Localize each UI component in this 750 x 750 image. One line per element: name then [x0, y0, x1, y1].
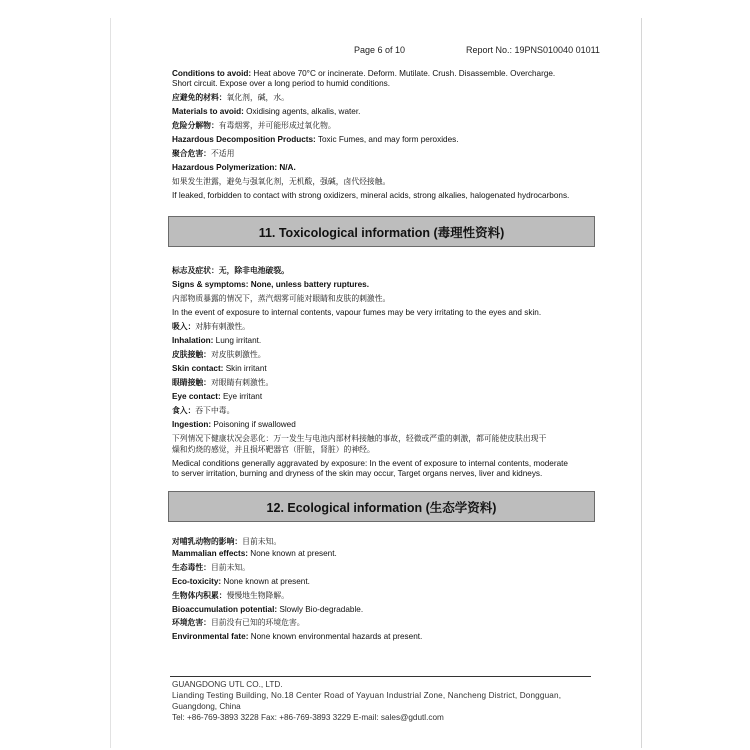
- eye-contact: [172, 392, 262, 402]
- cn-ingest-text: 吞下中毒。: [195, 406, 235, 415]
- cn-env-label: 环境危害：: [172, 618, 211, 627]
- cn-medical-1: 下列情况下健康状况会恶化：万一发生与电池内部材料接触的事故，轻微或严重的刺激，都可能使皮肤出现干: [172, 434, 547, 443]
- cn-eco: [172, 563, 250, 573]
- skin-text: Skin irritant: [223, 364, 267, 373]
- footer-contact: Tel: +86-769-3893 3228 Fax: +86-769-3893 3229 E-mail: sales@gdutl.com: [172, 713, 444, 722]
- cn-polymerization: [172, 149, 234, 159]
- cn-inhal-label: 吸入：: [172, 322, 196, 331]
- leak-text: If leaked, forbidden to contact with strong oxidizers, mineral acids, strong alkalies, halogenated hydrocarbons.: [172, 191, 570, 200]
- report-number: Report No.: 19PNS010040 01011: [466, 45, 600, 55]
- footer-address-1: Lianding Testing Building, No.18 Center Road of Yayuan Industrial Zone, Nancheng District, Dongguan,: [172, 691, 562, 700]
- hazardous-decomposition: [172, 135, 459, 145]
- cn-ingest-label: 食入：: [172, 406, 196, 415]
- eye-label: Eye contact:: [172, 392, 221, 401]
- cn-mammal-text: 目前未知。: [242, 537, 282, 546]
- cn-leak-text: 如果发生泄露，避免与强氧化剂，无机酸，强碱，卤代烃接触。: [172, 177, 391, 186]
- cn-materials-label: 应避免的材料：: [172, 93, 227, 102]
- ingestion: [172, 420, 296, 430]
- cn-ingestion: [172, 406, 234, 416]
- mammalian-effects: [172, 549, 337, 559]
- cn-eco-label: 生态毒性：: [172, 563, 211, 572]
- cn-eye: [172, 378, 273, 388]
- bio-text: Slowly Bio-degradable.: [277, 605, 364, 614]
- conditions-label: Conditions to avoid:: [172, 69, 252, 78]
- cn-materials-text: 氧化剂，碱，水。: [226, 93, 289, 102]
- inhal-text: Lung irritant.: [213, 336, 262, 345]
- cn-eco-text: 目前未知。: [210, 563, 250, 572]
- mammal-label: Mammalian effects:: [172, 549, 248, 558]
- decomp-text: Toxic Fumes, and may form peroxides.: [315, 135, 459, 144]
- inhalation: [172, 336, 261, 346]
- document-page: [110, 18, 642, 748]
- medical-conditions-2: to server irritation, burning and dryness of the skin may occur, Target organs nerves, liver and kidneys.: [172, 469, 543, 478]
- skin-contact: [172, 364, 267, 374]
- cn-mammal: [172, 537, 281, 547]
- exposure-text: In the event of exposure to internal contents, vapour fumes may be very irritating to the eyes and skin.: [172, 308, 542, 317]
- section-12-header: [168, 491, 595, 522]
- footer-company: GUANGDONG UTL CO., LTD.: [172, 680, 283, 689]
- conditions-text-2: Short circuit. Expose over a long period to humid conditions.: [172, 79, 390, 88]
- cn-inhal-text: 对肺有刺激性。: [195, 322, 250, 331]
- env-label: Environmental fate:: [172, 632, 249, 641]
- cn-decomp-text: 有毒烟雾，并可能形成过氧化物。: [218, 121, 336, 130]
- skin-label: Skin contact:: [172, 364, 224, 373]
- eco-label: Eco-toxicity:: [172, 577, 222, 586]
- cn-inhalation: [172, 322, 250, 332]
- conditions-to-avoid: [172, 69, 555, 79]
- decomp-label: Hazardous Decomposition Products:: [172, 135, 316, 144]
- cn-signs: 标志及症状：无，除非电池破裂。: [172, 266, 289, 275]
- section-11-title: 11. Toxicological information (毒理性资料): [258, 225, 505, 240]
- cn-bio: [172, 591, 289, 601]
- cn-decomp-label: 危险分解物：: [172, 121, 219, 130]
- cn-env-text: 目前没有已知的环境危害。: [210, 618, 305, 627]
- cn-mammal-label: 对哺乳动物的影响：: [172, 537, 243, 546]
- eye-text: Eye irritant: [220, 392, 263, 401]
- footer-divider: [170, 676, 591, 677]
- cn-eye-label: 眼睛接触：: [172, 378, 211, 387]
- materials-to-avoid: [172, 107, 360, 117]
- medical-conditions-1: Medical conditions generally aggravated by exposure: In the event of exposure to internal contents, moderate: [172, 459, 568, 468]
- section-12-title: 12. Ecological information (生态学资料): [266, 500, 497, 515]
- cn-skin-label: 皮肤接触：: [172, 350, 211, 359]
- cn-bio-text: 慢慢地生物降解。: [226, 591, 289, 600]
- inhal-label: Inhalation:: [172, 336, 214, 345]
- eco-text: None known at present.: [221, 577, 310, 586]
- bio-label: Bioaccumulation potential:: [172, 605, 278, 614]
- materials-text: Oxidising agents, alkalis, water.: [243, 107, 361, 116]
- section-11-header: [168, 216, 595, 247]
- conditions-text: Heat above 70°C or incinerate. Deform. Mutilate. Crush. Disassemble. Overcharge.: [251, 69, 556, 78]
- cn-env: [172, 618, 305, 628]
- footer-address-2: Guangdong, China: [172, 702, 241, 711]
- bioaccumulation: [172, 605, 363, 615]
- cn-exposure: 内部物质暴露的情况下，蒸汽烟雾可能对眼睛和皮肤的刺激性。: [172, 294, 391, 303]
- page-number: Page 6 of 10: [354, 45, 406, 55]
- eco-toxicity: [172, 577, 310, 587]
- cn-eye-text: 对眼睛有刺激性。: [210, 378, 274, 387]
- ingest-text: Poisoning if swallowed: [211, 420, 296, 429]
- cn-poly-text: 不适用: [210, 149, 235, 158]
- cn-skin: [172, 350, 266, 360]
- cn-bio-label: 生物体内积累：: [172, 591, 227, 600]
- env-text: None known environmental hazards at present.: [248, 632, 423, 641]
- environmental-fate: [172, 632, 422, 642]
- mammal-text: None known at present.: [248, 549, 337, 558]
- cn-skin-text: 对皮肤刺激性。: [210, 350, 266, 359]
- cn-poly-label: 聚合危害：: [172, 149, 211, 158]
- cn-decomposition: [172, 121, 336, 131]
- cn-medical-2: 燥和灼烧的感觉，并且损坏靶器官（肝脏，肾脏）的神经。: [172, 445, 375, 454]
- hazardous-polymerization: Hazardous Polymerization: N/A.: [172, 163, 296, 172]
- cn-materials: [172, 93, 289, 103]
- ingest-label: Ingestion:: [172, 420, 212, 429]
- materials-label: Materials to avoid:: [172, 107, 244, 116]
- signs-symptoms: Signs & symptoms: None, unless battery ruptures.: [172, 280, 369, 289]
